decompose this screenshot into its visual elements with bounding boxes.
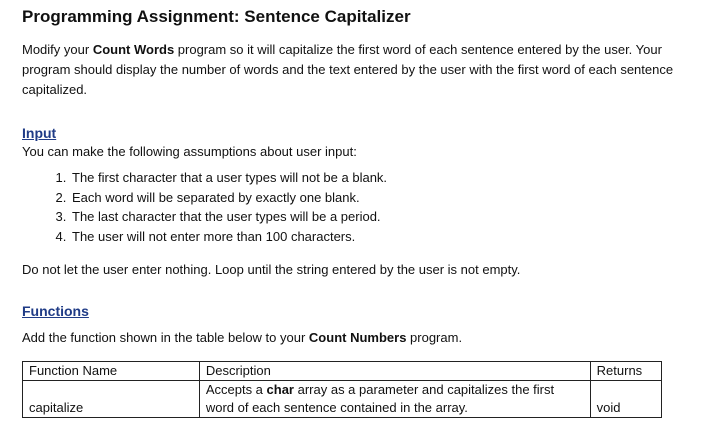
add-function-text [22, 328, 712, 347]
table-header-row [23, 362, 662, 381]
table-row [23, 381, 662, 418]
empty-input-note: Do not let the user enter nothing. Loop until the string entered by the user is not empty. [22, 262, 521, 277]
desc-text-1: Accepts a [205, 382, 267, 397]
function-table [22, 361, 662, 418]
cell-description [199, 381, 590, 418]
intro-bold-count-words: Count Words [92, 42, 175, 57]
input-intro: You can make the following assumptions about user input: [22, 144, 357, 159]
assumptions-list [22, 168, 712, 246]
header-function-name: Function Name [23, 362, 200, 381]
header-returns: Returns [590, 362, 661, 381]
cell-function-name: capitalize [23, 381, 200, 418]
header-description: Description [199, 362, 590, 381]
input-section [22, 124, 712, 279]
intro-text-2: program so it will capitalize the first word of each sentence entered by the user. Your program should display the number of words and the text entered by the user with the first word of each sentence capitalized. [22, 42, 674, 97]
list-item: 3. The last character that the user types will be a period. [70, 207, 712, 227]
cell-returns: void [590, 381, 661, 418]
desc-text-2: array as a parameter and capitalizes the first word of each sentence contained in the array. [205, 382, 555, 415]
document-page [22, 6, 712, 418]
list-item: 2. Each word will be separated by exactly one blank. [70, 188, 712, 208]
add-text-2: program. [406, 330, 463, 345]
add-bold-count-numbers: Count Numbers [308, 330, 407, 345]
functions-heading: Functions [22, 303, 89, 319]
list-item: 1. The first character that a user types will not be a blank. [70, 168, 712, 188]
add-text-1: Add the function shown in the table below to your [22, 330, 309, 345]
functions-section [22, 302, 712, 418]
desc-bold-char: char [266, 382, 294, 397]
intro-paragraph [22, 40, 712, 100]
intro-text-1: Modify your [22, 42, 93, 57]
list-item: 4. The user will not enter more than 100 characters. [70, 227, 712, 247]
page-title: Programming Assignment: Sentence Capitalizer [22, 7, 411, 26]
input-heading: Input [22, 125, 57, 141]
